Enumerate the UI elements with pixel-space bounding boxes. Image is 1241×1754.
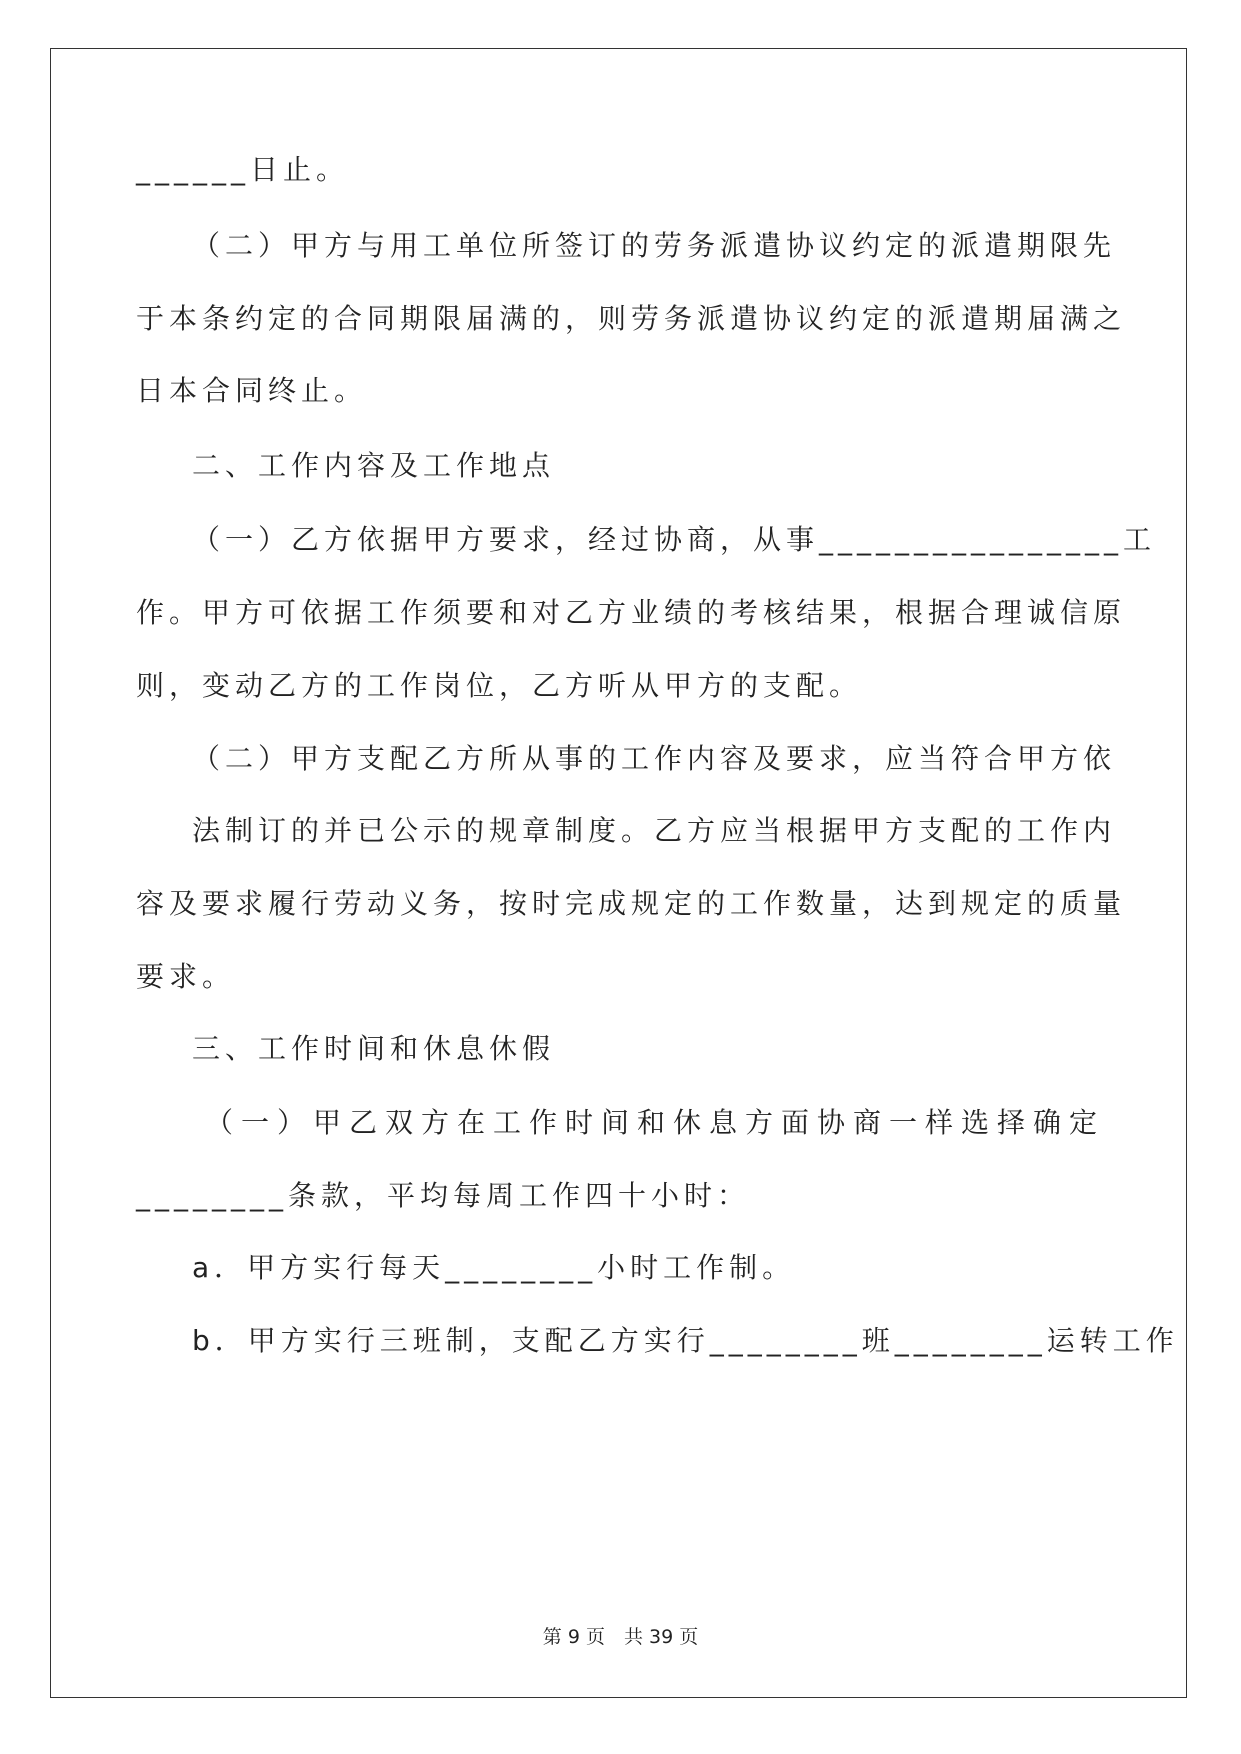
text-line: 日本合同终止。 [136,374,368,407]
text-line: 则，变动乙方的工作岗位，乙方听从甲方的支配。 [136,669,863,702]
text-line: （二）甲方支配乙方所从事的工作内容及要求，应当符合甲方依 [192,742,1117,775]
text-line: ________条款，平均每周工作四十小时： [136,1179,751,1212]
text-line: 容及要求履行劳动义务，按时完成规定的工作数量，达到规定的质量 [136,887,1127,920]
text-line: （一）甲乙双方在工作时间和休息方面协商一样选择确定 [205,1106,1106,1139]
text-line: 要求。 [136,960,236,993]
text-line: ______日止。 [136,153,350,186]
page-border [50,48,1187,1698]
text-line: （二）甲方与用工单位所签订的劳务派遣协议约定的派遣期限先 [192,229,1117,262]
list-item: a．甲方实行每天________小时工作制。 [192,1251,796,1284]
page-number-footer: 第 9 页 共 39 页 [542,1626,699,1648]
text-line: 于本条约定的合同期限届满的，则劳务派遣协议约定的派遣期届满之 [136,302,1127,335]
section-heading: 三、工作时间和休息休假 [192,1032,556,1065]
text-line: 作。甲方可依据工作须要和对乙方业绩的考核结果，根据合理诚信原 [136,596,1127,629]
text-line: （一）乙方依据甲方要求，经过协商，从事________________工 [192,523,1157,556]
list-item: b．甲方实行三班制，支配乙方实行________班________运转工作 [192,1324,1179,1357]
text-line: 法制订的并已公示的规章制度。乙方应当根据甲方支配的工作内 [192,814,1117,847]
section-heading: 二、工作内容及工作地点 [192,449,556,482]
